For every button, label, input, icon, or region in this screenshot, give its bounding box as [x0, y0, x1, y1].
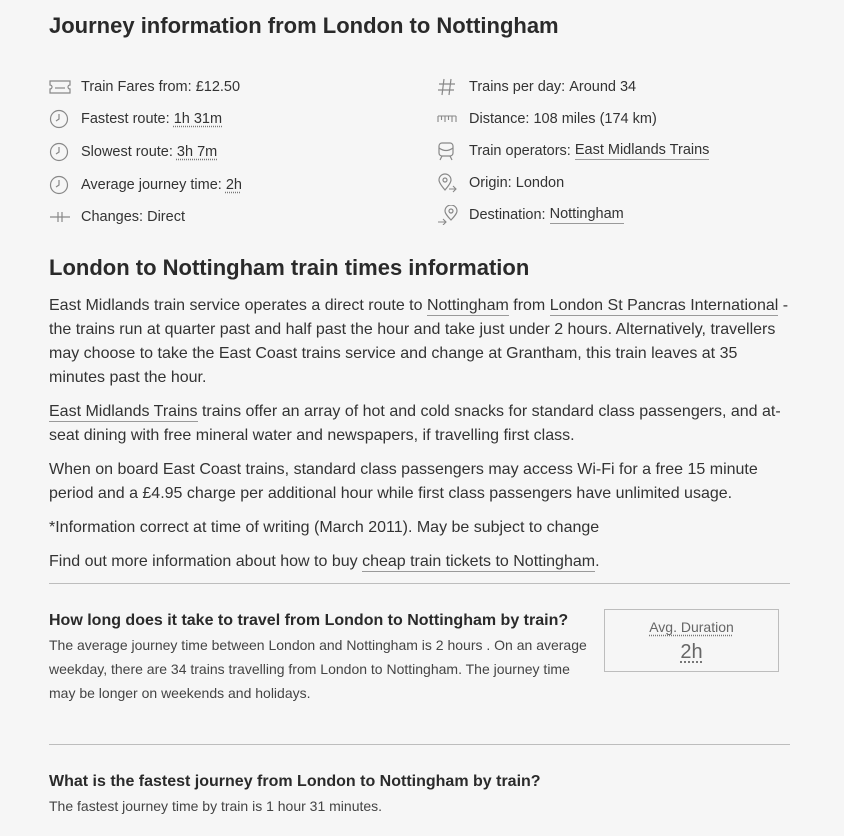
train-times-heading: London to Nottingham train times information [49, 255, 530, 280]
ruler-icon [437, 109, 461, 129]
clock-icon [49, 175, 73, 195]
fastest-route-value: 1h 31m [173, 111, 223, 127]
average-time-value: 2h [225, 177, 242, 193]
origin-pin-icon [437, 173, 461, 193]
clock-icon [49, 142, 73, 162]
train-operator-link[interactable]: East Midlands Trains [574, 142, 710, 158]
clock-icon [49, 109, 73, 129]
journey-info-heading: Journey information from London to Nottingham [49, 13, 559, 38]
faq-answer-duration: The average journey time between London and Nottingham is 2 hours . On an average weekday, there are 34 trains travelling from London to Nottingham. The journey time may be longer on weekends and holidays. [49, 637, 587, 701]
changes-row [49, 207, 185, 227]
slowest-route-value: 3h 7m [176, 144, 218, 160]
train-times-paragraph-2: East Midlands Trains trains offer an array of hot and cold snacks for standard class passengers, and at-seat dining with free mineral water and newspapers, if travelling first class. [49, 403, 781, 444]
distance-value: 108 miles (174 km) [533, 111, 657, 127]
cheap-tickets-paragraph: Find out more information about how to buy cheap train tickets to Nottingham. [49, 553, 600, 570]
changes-value: Direct [147, 209, 185, 225]
destination-label: Destination: [469, 207, 546, 223]
average-time-row [49, 175, 242, 195]
slowest-route-row [49, 142, 217, 162]
distance-label: Distance: [469, 111, 530, 127]
hash-icon [437, 77, 461, 97]
destination-row [437, 205, 624, 225]
origin-label: Origin: [469, 175, 512, 191]
train-icon [437, 141, 461, 161]
changes-icon [49, 207, 73, 227]
nottingham-link[interactable]: Nottingham [426, 297, 509, 314]
section-divider [49, 583, 790, 584]
train-times-paragraph-1: East Midlands train service operates a direct route to Nottingham from London St Pancras International - the trains run at quarter past and half past the hour and take just under 2 hours. Alternatively, travellers may choose to take the East Coast trains service and change at Grantham, this train leaves at 35 minutes past the hour. [49, 297, 789, 386]
faq-question-duration: How long does it take to travel from London to Nottingham by train? [49, 612, 569, 629]
fastest-route-label: Fastest route: [81, 111, 170, 127]
ticket-icon [49, 77, 73, 97]
cheap-tickets-link[interactable]: cheap train tickets to Nottingham [362, 553, 596, 570]
slowest-route-label: Slowest route: [81, 144, 173, 160]
train-fares-label: Train Fares from: [81, 79, 192, 95]
origin-row [437, 173, 564, 193]
changes-label: Changes: [81, 209, 144, 225]
trains-per-day-label: Trains per day: [469, 79, 566, 95]
trains-per-day-row [437, 77, 636, 97]
train-operators-row [437, 141, 709, 161]
london-st-pancras-link[interactable]: London St Pancras International [549, 297, 779, 314]
avg-duration-value: 2h [680, 641, 703, 663]
avg-duration-box [604, 609, 779, 672]
train-operators-label: Train operators: [469, 143, 571, 159]
destination-pin-icon [437, 205, 461, 225]
train-fares-row [49, 77, 240, 97]
destination-link[interactable]: Nottingham [549, 206, 624, 222]
east-midlands-trains-link[interactable]: East Midlands Trains [49, 403, 198, 420]
faq-question-fastest: What is the fastest journey from London to Nottingham by train? [49, 773, 541, 790]
fastest-route-row [49, 109, 222, 129]
trains-per-day-value: Around 34 [569, 79, 637, 95]
train-times-paragraph-3: When on board East Coast trains, standard class passengers may access Wi-Fi for a free 15 minute period and a £4.95 charge per additional hour while first class passengers have unlimited usage. [49, 461, 758, 502]
train-times-disclaimer: *Information correct at time of writing (March 2011). May be subject to change [49, 519, 600, 536]
train-fares-value: £12.50 [195, 79, 241, 95]
avg-duration-label: Avg. Duration [649, 619, 734, 635]
distance-row [437, 109, 657, 129]
faq-answer-fastest: The fastest journey time by train is 1 hour 31 minutes. [49, 798, 383, 814]
average-time-label: Average journey time: [81, 177, 222, 193]
origin-value: London [515, 175, 565, 191]
faq-divider [49, 744, 790, 745]
